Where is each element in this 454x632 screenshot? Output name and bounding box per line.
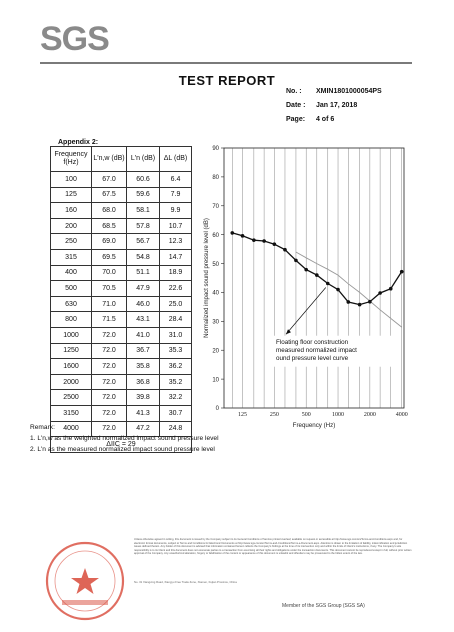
report-page-label: Page: [286, 116, 306, 123]
table-row [51, 249, 192, 265]
cell-frequency: 630 [51, 296, 92, 312]
cell-lnw: 69.0 [92, 234, 127, 250]
report-page [286, 116, 334, 123]
report-date-label: Date : [286, 102, 306, 109]
cell-lnw: 72.0 [92, 343, 127, 359]
cell-ln: 54.8 [127, 249, 160, 265]
annotation-text: ound pressure level curve [276, 355, 349, 363]
cell-ln: 43.1 [127, 312, 160, 328]
y-tick-label: 60 [212, 232, 219, 239]
y-tick-label: 70 [212, 203, 219, 210]
cell-frequency: 1000 [51, 327, 92, 343]
data-point [304, 268, 308, 272]
cell-delta-l: 30.7 [160, 405, 192, 421]
cell-frequency: 800 [51, 312, 92, 328]
cell-lnw: 71.0 [92, 296, 127, 312]
cell-ln: 46.0 [127, 296, 160, 312]
x-tick-label: 125 [238, 412, 248, 418]
table-header-row [51, 147, 192, 172]
cell-ln: 56.7 [127, 234, 160, 250]
results-table [50, 146, 192, 453]
y-tick-label: 40 [212, 290, 219, 297]
cell-frequency: 315 [51, 249, 92, 265]
cell-frequency: 1250 [51, 343, 92, 359]
data-point [326, 282, 330, 286]
cell-lnw: 72.0 [92, 390, 127, 406]
col-ln: L'n (dB) [127, 147, 160, 172]
cell-lnw: 67.5 [92, 187, 127, 203]
cell-lnw: 69.5 [92, 249, 127, 265]
cell-lnw: 72.0 [92, 374, 127, 390]
report-date [286, 102, 357, 109]
remarks [30, 422, 219, 455]
cell-ln: 36.8 [127, 374, 160, 390]
table-row [51, 172, 192, 188]
cell-delta-l: 32.2 [160, 390, 192, 406]
cell-frequency: 3150 [51, 405, 92, 421]
table-row [51, 390, 192, 406]
cell-ln: 58.1 [127, 203, 160, 219]
delta-iic: ΔIIC = 29 [51, 437, 192, 453]
col-frequency: Frequency f(Hz) [51, 147, 92, 172]
table-row [51, 203, 192, 219]
lab-address: No. 31 Xiangxing Road, Xiangyu Free Trade Zone, Xiamen, Fujian Province, China [134, 580, 237, 584]
cell-frequency: 250 [51, 234, 92, 250]
table-row [51, 405, 192, 421]
report-number-label: No. : [286, 88, 302, 95]
y-tick-label: 30 [212, 319, 219, 326]
report-date-value: Jan 17, 2018 [315, 102, 358, 109]
cell-ln: 35.8 [127, 359, 160, 375]
col-delta-l: ΔL (dB) [160, 147, 192, 172]
table-row [51, 312, 192, 328]
data-point [368, 300, 372, 304]
data-point [230, 231, 234, 235]
table-body [51, 172, 192, 437]
cell-lnw: 72.0 [92, 405, 127, 421]
x-tick-label: 1000 [332, 412, 345, 418]
cell-ln: 47.2 [127, 421, 160, 437]
table-row [51, 343, 192, 359]
table-row [51, 296, 192, 312]
annotation-text: Floating floor construction [276, 339, 349, 347]
cell-frequency: 125 [51, 187, 92, 203]
table-row [51, 218, 192, 234]
cell-delta-l: 6.4 [160, 172, 192, 188]
cell-ln: 41.3 [127, 405, 160, 421]
table-row [51, 281, 192, 297]
cell-ln: 36.7 [127, 343, 160, 359]
cell-delta-l: 31.0 [160, 327, 192, 343]
data-point [315, 273, 319, 277]
cell-lnw: 72.0 [92, 359, 127, 375]
table-row [51, 234, 192, 250]
cell-ln: 59.6 [127, 187, 160, 203]
cell-delta-l: 14.7 [160, 249, 192, 265]
data-point [336, 288, 340, 292]
plot-area [224, 148, 404, 408]
y-tick-label: 10 [212, 377, 219, 384]
cell-delta-l: 35.3 [160, 343, 192, 359]
data-point [389, 287, 393, 291]
cell-lnw: 68.5 [92, 218, 127, 234]
x-axis-label: Frequency (Hz) [292, 422, 336, 429]
cell-ln: 41.0 [127, 327, 160, 343]
cell-lnw: 70.0 [92, 265, 127, 281]
data-point [241, 234, 245, 238]
y-tick-label: 20 [212, 348, 219, 355]
data-point [252, 238, 256, 242]
data-point [378, 291, 382, 295]
report-number [286, 88, 382, 95]
cell-delta-l: 12.3 [160, 234, 192, 250]
cell-lnw: 71.5 [92, 312, 127, 328]
cell-delta-l: 28.4 [160, 312, 192, 328]
y-tick-label: 90 [212, 146, 219, 153]
x-tick-label: 2000 [363, 412, 376, 418]
cell-delta-l: 22.6 [160, 281, 192, 297]
cell-ln: 51.1 [127, 265, 160, 281]
cell-frequency: 2500 [51, 390, 92, 406]
company-seal-stamp [44, 540, 126, 622]
cell-frequency: 200 [51, 218, 92, 234]
impact-sound-chart [196, 143, 416, 433]
x-tick-label: 500 [301, 412, 311, 418]
annotation-text: measured normalized impact [276, 347, 357, 355]
cell-delta-l: 7.9 [160, 187, 192, 203]
y-tick-label: 50 [212, 261, 219, 268]
header-divider [40, 62, 412, 64]
cell-lnw: 72.0 [92, 421, 127, 437]
cell-ln: 47.9 [127, 281, 160, 297]
cell-delta-l: 35.2 [160, 374, 192, 390]
y-tick-label: 80 [212, 175, 219, 182]
cell-ln: 57.8 [127, 218, 160, 234]
cell-lnw: 67.0 [92, 172, 127, 188]
cell-frequency: 100 [51, 172, 92, 188]
table-row [51, 374, 192, 390]
table-row [51, 359, 192, 375]
table-row [51, 265, 192, 281]
remark-item: 2. L'n as the measured normalized impact sound pressure level [30, 446, 215, 453]
sgs-member-line: Member of the SGS Group (SGS SA) [282, 603, 365, 609]
cell-lnw: 70.5 [92, 281, 127, 297]
cell-lnw: 68.0 [92, 203, 127, 219]
data-point [273, 242, 277, 246]
data-point [358, 303, 362, 307]
y-axis-label: Normalized impact sound pressure level (dB) [204, 218, 210, 338]
x-tick-label: 4000 [395, 412, 408, 418]
cell-frequency: 160 [51, 203, 92, 219]
cell-frequency: 2000 [51, 374, 92, 390]
report-title: TEST REPORT [178, 73, 276, 88]
cell-ln: 60.6 [127, 172, 160, 188]
table-row [51, 187, 192, 203]
sgs-logo: SGS [40, 20, 109, 58]
cell-frequency: 1600 [51, 359, 92, 375]
data-point [400, 270, 404, 274]
cell-lnw: 72.0 [92, 327, 127, 343]
cell-frequency: 4000 [51, 421, 92, 437]
cell-delta-l: 18.9 [160, 265, 192, 281]
cell-frequency: 500 [51, 281, 92, 297]
report-number-value: XMIN1801000054PS [315, 88, 382, 95]
cell-delta-l: 24.8 [160, 421, 192, 437]
cell-ln: 39.8 [127, 390, 160, 406]
col-lnw: L'n,w (dB) [92, 147, 127, 172]
cell-delta-l: 25.0 [160, 296, 192, 312]
cell-delta-l: 9.9 [160, 203, 192, 219]
y-tick-label: 0 [215, 406, 219, 413]
legal-disclaimer: Unless otherwise agreed in writing, this document is issued by the Company subject to its General Conditions of Service printed overleaf, available on request or accessible at http://www.sgs.com/en/Terms-and-Conditions.aspx and, for electronic format documents, subject to Terms and Conditions for Electronic Documents at http://www.sgs.com/en/Terms-and-Conditions/Terms-e-Document.aspx. Attention is drawn to the limitation of liability, indemnification and jurisdiction issues defined therein. Any holder of this document is advised that information contained hereon reflects the Company's findings at the time of its intervention only and within the limits of Client's instructions, if any. The Company's sole responsibility is to its Client and this document does not exonerate parties to a transaction from exercising all their rights and obligations under the transaction documents. This document cannot be reproduced except in full, without prior written approval of the Company. Any unauthorized alteration, forgery or falsification of the content or appearance of this document is unlawful and offenders may be prosecuted to the fullest extent of the law. [134, 538, 412, 556]
x-tick-label: 250 [269, 412, 279, 418]
cell-delta-l: 10.7 [160, 218, 192, 234]
data-point [262, 239, 266, 243]
data-point [346, 300, 350, 304]
report-page-value: 4 of 6 [315, 116, 335, 123]
appendix-label: Appendix 2: [58, 139, 99, 146]
data-point [283, 248, 287, 252]
remarks-title: Remark: [30, 424, 55, 431]
table-row [51, 327, 192, 343]
data-point [294, 259, 298, 263]
remark-item: 1. L'n,w as the weighted normalized impact sound pressure level [30, 435, 219, 442]
cell-frequency: 400 [51, 265, 92, 281]
cell-delta-l: 36.2 [160, 359, 192, 375]
